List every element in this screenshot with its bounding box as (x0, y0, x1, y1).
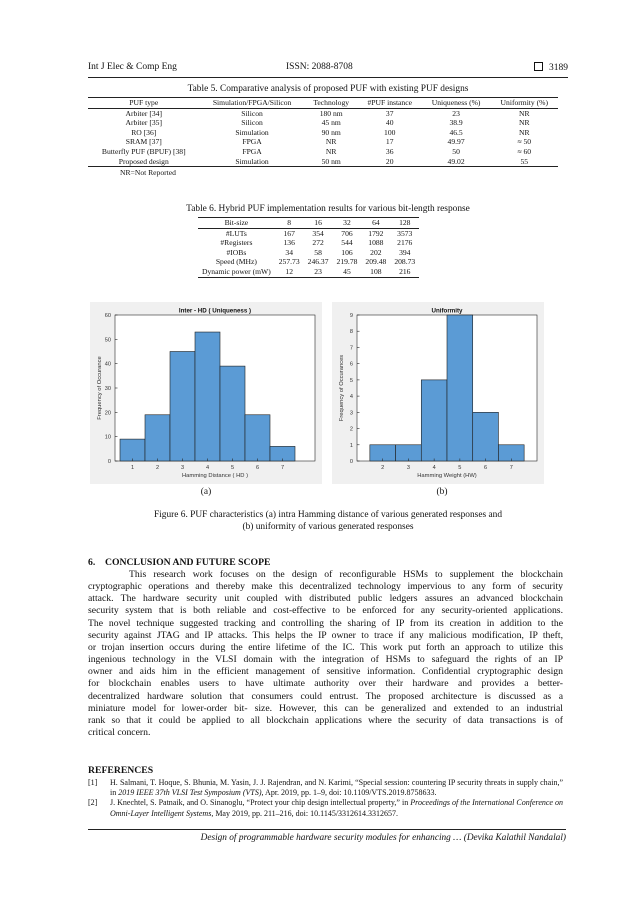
table-row (88, 118, 558, 128)
y-tick-label: 5 (349, 377, 353, 384)
y-tick-label: 2 (349, 426, 353, 433)
histogram-bar (245, 415, 270, 461)
table-cell: 37 (385, 108, 394, 118)
table-row (88, 128, 558, 138)
table-cell: 23 (314, 266, 322, 276)
table-row (198, 228, 419, 238)
body-line: This research work focuses on the design of reconfigurable HSMs to supplement the blockchain (129, 569, 563, 580)
table-cell: 180 nm (319, 108, 343, 118)
table-cell: Silicon (241, 118, 263, 128)
table6-col-header: 32 (343, 218, 351, 227)
table-cell: 354 (312, 228, 324, 238)
table-cell: 50 nm (321, 156, 341, 166)
table-row (198, 257, 419, 267)
references-list (88, 778, 563, 819)
reference-text: H. Salmani, T. Hoque, S. Bhunia, M. Yasin, J. J. Rajendran, and N. Karimi, “Special session: countering IP security threats in supply chain,” in (110, 778, 563, 798)
table-cell: 706 (341, 228, 353, 238)
y-tick-label: 20 (104, 410, 111, 417)
table-row (88, 108, 558, 118)
footer-rule (88, 829, 566, 830)
table-cell: NR (519, 118, 530, 128)
table-cell: Speed (MHz) (215, 257, 257, 267)
table-cell: 106 (341, 247, 353, 257)
table-cell: 246.37 (307, 257, 329, 267)
y-tick-label: 30 (104, 386, 111, 392)
body-line: owner and aids him in the efficient management of sensitive information. Confidential cryptographic design (88, 666, 563, 678)
table-cell: 49.02 (447, 156, 465, 166)
table-cell: Butterfly PUF (BPUF) [38] (101, 146, 186, 156)
x-tick-label: 7 (509, 465, 513, 471)
histogram-bar (220, 366, 245, 461)
table-cell: 90 nm (321, 127, 341, 137)
table6-col-header: 128 (399, 218, 411, 227)
table-cell: 219.78 (336, 257, 358, 267)
table-cell: ≈ 50 (517, 137, 532, 147)
table-cell: 17 (385, 137, 394, 147)
table-cell: 12 (285, 266, 293, 276)
table-cell: NR (519, 108, 530, 118)
table-cell: FPGA (242, 137, 262, 147)
x-axis-label: Hamming Distance ( HD ) (181, 473, 249, 479)
histogram-bar (170, 352, 195, 462)
body-line: cryptographic operations and thereby make this decentralized technology impervious to any form of security (88, 581, 563, 593)
table-cell: 23 (452, 108, 460, 118)
table-row (88, 157, 558, 167)
y-tick-label: 60 (104, 313, 111, 319)
page-number: 3189 (549, 63, 568, 73)
figure6-caption-line1: Figure 6. PUF characteristics (a) intra Hamming distance of various generated responses and (153, 510, 503, 520)
reference-venue: Proceedings of the International Conference on Omni-Layer Intelligent Systems (110, 798, 564, 818)
table-cell: 38.9 (449, 118, 463, 128)
table-cell: 544 (341, 238, 353, 248)
table-cell: 202 (370, 247, 382, 257)
reference-venue: 2019 IEEE 37th VLSI Test Symposium (VTS) (118, 788, 262, 798)
panel-b-label: (b) (436, 487, 448, 497)
references-heading: REFERENCES (88, 765, 154, 776)
table6-col-header: 16 (314, 218, 322, 227)
table-cell: Simulation (235, 156, 269, 166)
body-line: attack. The hardware security unit coupled with distributed public ledgers assures an advanced blockchain (88, 593, 563, 605)
x-tick-label: 4 (205, 465, 210, 471)
table-cell: NR (519, 127, 530, 137)
table-cell: Simulation (235, 127, 269, 137)
table6-header-row (198, 218, 419, 229)
table-cell: NR (325, 137, 337, 147)
table-cell: 45 nm (321, 118, 341, 128)
y-tick-label: 9 (349, 313, 353, 319)
table-cell: 50 (452, 146, 460, 156)
table-cell: 55 (520, 156, 529, 166)
body-line: for blockchain enables users to have ultimate authority over their hardware and provides a better- (88, 678, 563, 690)
chart-title: Uniformity (431, 307, 463, 315)
body-line: miniature model for lower-order bit- size. However, this can be generalized and extended to an industrial (88, 702, 563, 714)
y-axis-label: Frequency of Occurance (97, 356, 103, 420)
table-cell: ≈ 60 (517, 146, 532, 156)
table-cell: 40 (385, 118, 394, 128)
table-cell: 49.97 (447, 137, 465, 147)
y-tick-label: 10 (104, 434, 111, 441)
checkbox-square-icon (534, 62, 543, 71)
section-body (88, 569, 563, 739)
y-tick-label: 0 (107, 459, 111, 465)
body-line: critical concern. (88, 727, 151, 739)
figure6-caption-line2: (b) uniformity of various generated responses (242, 522, 414, 532)
table-row (88, 137, 558, 147)
table-cell: FPGA (242, 146, 262, 156)
x-tick-label: 6 (484, 465, 488, 471)
body-line: The novel technique suggested tracking and controlling the sharing of IP from its creation in addition to the (88, 617, 563, 629)
table6-caption: Table 6. Hybrid PUF implementation results for various bit-length response (186, 204, 470, 214)
x-tick-label: 5 (230, 465, 235, 471)
y-tick-label: 8 (349, 329, 353, 336)
table5 (88, 97, 558, 167)
y-tick-label: 40 (104, 361, 111, 368)
table6-col-header: 64 (372, 218, 380, 227)
reference-number: [1] (88, 778, 98, 787)
table-cell: 108 (370, 266, 382, 276)
section-heading: 6. CONCLUSION AND FUTURE SCOPE (88, 557, 271, 568)
table-row (198, 238, 419, 248)
x-tick-label: 3 (406, 465, 410, 471)
reference-text: , May 2019, pp. 211–216, doi: 10.1145/3312614.3312657. (211, 808, 399, 818)
table-cell: 272 (312, 238, 324, 248)
body-line: rank so that it could be applied to all blockchain applications where the security of data transactions is of (88, 714, 563, 726)
table6-col-header: Bit-size (224, 218, 249, 227)
table-cell: 45 (343, 266, 351, 276)
x-tick-label: 5 (458, 465, 462, 471)
body-line: or trojan insertion occurs during the entire lifetime of the IC. This work put forth an approach to utilize this (88, 641, 563, 653)
body-line: security system that is both reliable and cost-effective to be enforced for any security-oriented applications. (88, 605, 563, 617)
table-cell: 34 (285, 247, 293, 257)
table6-col-header: 8 (287, 218, 292, 227)
table-cell: 208.73 (394, 257, 416, 267)
table5-note: NR=Not Reported (120, 168, 176, 177)
table-cell: 36 (385, 146, 394, 156)
table-cell: NR (325, 146, 337, 156)
x-tick-label: 3 (180, 465, 185, 471)
reference-item (88, 798, 563, 818)
table-cell: #Registers (220, 238, 253, 248)
table-row (198, 248, 419, 258)
table-row (198, 267, 419, 277)
y-axis-label: Frequency of Occurances (339, 354, 345, 422)
table-cell: 58 (314, 247, 322, 257)
histogram-bar (120, 439, 145, 461)
table-cell: Arbiter [35] (125, 118, 162, 128)
x-axis-label: Hamming Weight (HW) (417, 473, 477, 479)
x-tick-label: 1 (130, 465, 135, 471)
chart-uniformity (332, 302, 544, 484)
issn: ISSN: 2088-8708 (286, 62, 353, 72)
x-tick-label: 6 (255, 465, 260, 471)
table-cell: 209.48 (365, 257, 387, 267)
reference-item (88, 778, 563, 798)
table-cell: 167 (283, 228, 295, 238)
table-cell: RO [36] (131, 127, 157, 137)
table-cell: 100 (384, 127, 396, 137)
table-cell: Proposed design (118, 156, 169, 166)
table-cell: 2176 (397, 238, 413, 248)
x-tick-label: 2 (381, 465, 385, 471)
y-tick-label: 1 (349, 442, 353, 449)
x-tick-label: 2 (155, 465, 160, 471)
journal-name: Int J Elec & Comp Eng (88, 62, 177, 72)
running-header (88, 62, 568, 76)
table-cell: 216 (399, 266, 411, 276)
footer-text: Design of programmable hardware security modules for enhancing … (Devika Kalathil Nandalal) (200, 833, 566, 843)
table-cell: 46.5 (449, 127, 463, 137)
histogram-bar (145, 415, 170, 461)
y-tick-label: 3 (349, 410, 353, 417)
table-cell: 136 (283, 238, 295, 248)
table-cell: 257.73 (278, 257, 300, 267)
table5-header-row (88, 98, 558, 109)
table-cell: Dynamic power (mW) (202, 266, 271, 276)
table6 (198, 217, 419, 278)
reference-number: [2] (88, 798, 98, 808)
table5-col-header: Uniqueness (%) (431, 98, 481, 107)
page-number-block (534, 62, 568, 73)
table-cell: 20 (385, 156, 394, 166)
body-line: security against JTAG and IP attacks. This helps the IP owner to trace if any malicious modification, IP theft, (88, 629, 563, 641)
table-row (88, 147, 558, 157)
table5-col-header: #PUF instance (367, 98, 412, 107)
table-cell: 394 (399, 247, 411, 257)
table-cell: 1088 (368, 238, 384, 248)
y-tick-label: 6 (349, 361, 353, 368)
table5-col-header: Uniformity (%) (500, 98, 548, 107)
table5-col-header: Simulation/FPGA/Silicon (212, 98, 292, 107)
panel-a-label: (a) (200, 487, 212, 497)
y-tick-label: 0 (349, 459, 353, 465)
y-tick-label: 7 (349, 345, 353, 352)
table5-caption: Table 5. Comparative analysis of proposed PUF with existing PUF designs (187, 84, 469, 94)
table6-body (198, 228, 419, 277)
chart-inter-hd (90, 302, 322, 484)
table-cell: Arbiter [34] (125, 108, 162, 118)
table5-col-header: Technology (313, 98, 350, 107)
y-tick-label: 4 (349, 394, 353, 401)
table-cell: #IOBs (226, 247, 247, 257)
table-cell: 1792 (368, 228, 384, 238)
histogram-bar (473, 412, 499, 461)
histogram-bar (195, 332, 220, 461)
table-cell: Silicon (241, 108, 263, 118)
table5-body (88, 108, 558, 167)
x-tick-label: 7 (280, 465, 285, 471)
header-rule (88, 77, 568, 78)
table-cell: #LUTs (225, 228, 247, 238)
chart-title: Inter - HD ( Uniqueness ) (178, 307, 252, 315)
x-tick-label: 4 (432, 465, 436, 471)
reference-text: , Apr. 2019, pp. 1–9, doi: 10.1109/VTS.2019.8758633. (261, 788, 437, 798)
body-line: decentralized hardware solution that consumers could entrust. The proposed architecture is discussed as a (88, 690, 563, 702)
table5-col-header: PUF type (129, 98, 159, 107)
histogram-bar (421, 380, 447, 461)
reference-text: J. Knechtel, S. Patnaik, and O. Sinanoglu, “Protect your chip design intellectual property,” in (110, 798, 411, 808)
y-tick-label: 50 (104, 337, 111, 344)
histogram-bar (447, 315, 473, 461)
table-cell: 3573 (397, 228, 413, 238)
table-cell: SRAM [37] (125, 137, 162, 147)
body-line: ingenious technology in the VLSI domain with the integration of HSMs to safeguard the rights of an IP (88, 654, 563, 666)
